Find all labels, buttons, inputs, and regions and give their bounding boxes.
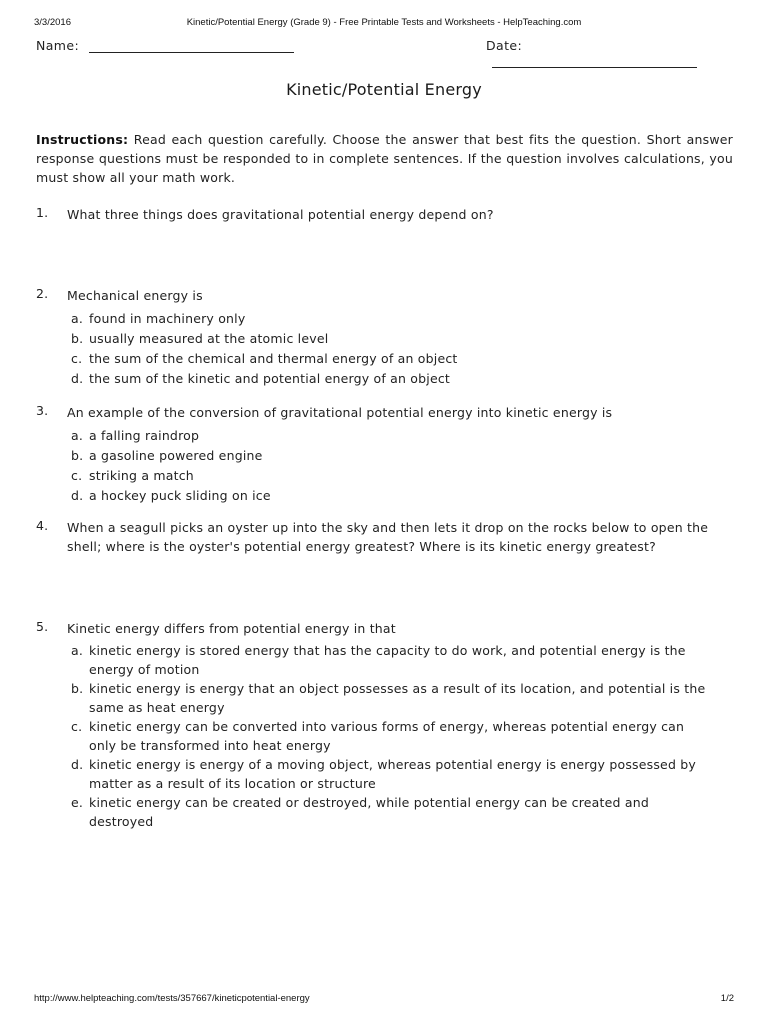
question-number: 5. xyxy=(36,619,49,634)
option-letter: b. xyxy=(71,681,84,696)
question-text: Kinetic energy differs from potential energy in that xyxy=(67,621,396,636)
print-footer xyxy=(34,993,734,1004)
answer-option xyxy=(71,641,711,679)
question-5-options xyxy=(71,641,711,831)
question-number: 1. xyxy=(36,205,49,220)
option-letter: b. xyxy=(71,331,84,346)
question-number: 3. xyxy=(36,403,49,418)
option-text: kinetic energy is energy that an object possesses as a result of its location, and potential is the same as heat energy xyxy=(89,681,706,715)
option-text: striking a match xyxy=(89,468,194,483)
question-2-options xyxy=(71,309,711,389)
question-text: What three things does gravitational potential energy depend on? xyxy=(67,207,494,222)
answer-option xyxy=(71,369,711,389)
date-blank-line xyxy=(492,55,697,68)
option-letter: c. xyxy=(71,351,83,366)
print-page-title: Kinetic/Potential Energy (Grade 9) - Free Printable Tests and Worksheets - HelpTeaching.com xyxy=(186,17,582,28)
option-text: a gasoline powered engine xyxy=(89,448,263,463)
answer-option xyxy=(71,329,711,349)
answer-option xyxy=(71,309,711,329)
instructions xyxy=(36,130,733,187)
question-3-options xyxy=(71,426,711,506)
answer-option xyxy=(71,717,711,755)
option-letter: a. xyxy=(71,428,84,443)
option-letter: c. xyxy=(71,468,83,483)
option-letter: a. xyxy=(71,643,84,658)
option-text: a falling raindrop xyxy=(89,428,200,443)
date-field xyxy=(486,38,732,68)
option-text: kinetic energy can be created or destroyed, while potential energy can be created and destroyed xyxy=(89,795,649,829)
name-blank-line xyxy=(89,40,294,53)
question-text: An example of the conversion of gravitational potential energy into kinetic energy is xyxy=(67,405,613,420)
answer-option xyxy=(71,446,711,466)
name-field xyxy=(36,38,294,53)
instructions-text: Read each question carefully. Choose the answer that best fits the question. Short answer response questions must be responded to in complete sentences. If the question involves calculations, you must show all your math work. xyxy=(36,132,733,185)
option-letter: e. xyxy=(71,795,84,810)
option-text: kinetic energy is energy of a moving object, whereas potential energy is energy possessed by matter as a result of its location or structure xyxy=(89,757,696,791)
answer-option xyxy=(71,486,711,506)
name-date-row xyxy=(36,38,732,54)
option-letter: c. xyxy=(71,719,83,734)
option-text: a hockey puck sliding on ice xyxy=(89,488,271,503)
answer-option xyxy=(71,679,711,717)
print-date: 3/3/2016 xyxy=(34,17,71,28)
option-text: the sum of the chemical and thermal energy of an object xyxy=(89,351,458,366)
answer-option xyxy=(71,755,711,793)
option-text: usually measured at the atomic level xyxy=(89,331,329,346)
date-label: Date: xyxy=(486,38,523,53)
question-text: When a seagull picks an oyster up into the sky and then lets it drop on the rocks below to open the shell; where is the oyster's potential energy greatest? Where is its kinetic energy greatest? xyxy=(67,520,709,554)
print-header xyxy=(34,17,734,28)
option-letter: d. xyxy=(71,488,84,503)
page-number: 1/2 xyxy=(720,993,734,1004)
option-letter: b. xyxy=(71,448,84,463)
worksheet-title: Kinetic/Potential Energy xyxy=(286,80,482,99)
option-text: the sum of the kinetic and potential energy of an object xyxy=(89,371,451,386)
answer-option xyxy=(71,466,711,486)
answer-option xyxy=(71,793,711,831)
option-letter: d. xyxy=(71,371,84,386)
option-text: kinetic energy is stored energy that has the capacity to do work, and potential energy is the energy of motion xyxy=(89,643,686,677)
footer-url-link[interactable]: http://www.helpteaching.com/tests/357667/kineticpotential-energy xyxy=(34,993,310,1004)
option-text: found in machinery only xyxy=(89,311,246,326)
option-letter: d. xyxy=(71,757,84,772)
instructions-label: Instructions: xyxy=(36,132,129,147)
answer-option xyxy=(71,349,711,369)
option-text: kinetic energy can be converted into various forms of energy, whereas potential energy can only be transformed into heat energy xyxy=(89,719,685,753)
option-letter: a. xyxy=(71,311,84,326)
answer-option xyxy=(71,426,711,446)
name-label: Name: xyxy=(36,38,80,53)
question-text: Mechanical energy is xyxy=(67,288,203,303)
question-number: 4. xyxy=(36,518,49,533)
question-number: 2. xyxy=(36,286,49,301)
